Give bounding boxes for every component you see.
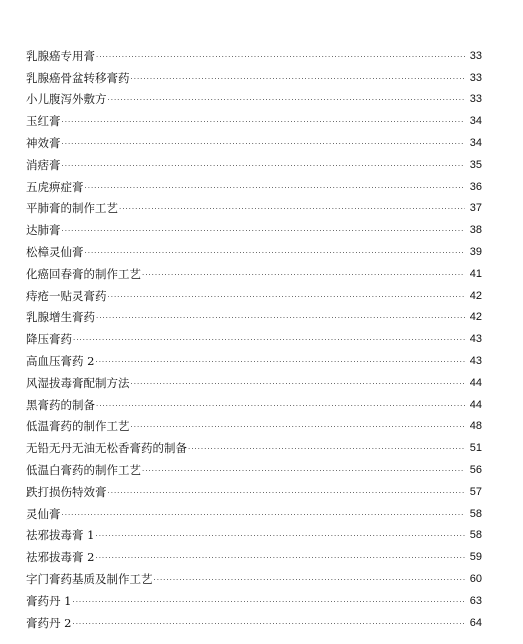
dot-leader: [62, 158, 466, 170]
toc-entry[interactable]: [26, 172, 482, 194]
toc-entry[interactable]: [26, 106, 482, 128]
toc-entry-page: 56: [469, 463, 482, 476]
dot-leader: [108, 485, 466, 497]
dot-leader: [62, 223, 466, 235]
dot-leader: [72, 616, 465, 628]
toc-entry-page: 34: [469, 115, 482, 128]
toc-entry-page: 37: [469, 202, 482, 215]
toc-entry-title: 祛邪拔毒膏 2: [26, 550, 95, 565]
toc-entry-title: 膏药丹 2: [26, 615, 72, 630]
toc-entry-page: 42: [469, 311, 482, 324]
dot-leader: [108, 289, 466, 301]
toc-entry[interactable]: [26, 455, 482, 477]
toc-entry-title: 降压膏药: [26, 332, 72, 347]
toc-entry-title: 高血压膏药 2: [26, 353, 95, 368]
toc-entry[interactable]: [26, 41, 482, 63]
toc-entry-title: 乳腺癌专用膏: [26, 48, 95, 63]
dot-leader: [142, 463, 465, 475]
toc-entry[interactable]: [26, 390, 482, 412]
toc-entry[interactable]: [26, 194, 482, 216]
toc-entry[interactable]: [26, 477, 482, 499]
toc-entry-page: 33: [469, 93, 482, 106]
dot-leader: [96, 49, 465, 61]
toc-entry-page: 59: [469, 551, 482, 564]
toc-entry[interactable]: [26, 542, 482, 564]
toc-entry-page: 43: [469, 354, 482, 367]
toc-entry-page: 64: [469, 616, 482, 629]
toc-entry[interactable]: [26, 368, 482, 390]
dot-leader: [96, 310, 465, 322]
toc-entry-page: 44: [469, 376, 482, 389]
dot-leader: [131, 419, 466, 431]
dot-leader: [62, 507, 466, 519]
toc-entry[interactable]: [26, 521, 482, 543]
toc-entry-title: 低温膏药的制作工艺: [26, 419, 130, 434]
toc-entry-title: 祛邪拔毒膏 1: [26, 528, 95, 543]
toc-entry-title: 松樟灵仙膏: [26, 244, 84, 259]
toc-entry-title: 痔疮一贴灵膏药: [26, 288, 107, 303]
toc-entry[interactable]: [26, 433, 482, 455]
toc-entry[interactable]: [26, 259, 482, 281]
dot-leader: [73, 332, 465, 344]
toc-entry-title: 风湿拔毒膏配制方法: [26, 375, 130, 390]
toc-entry-title: 无铅无丹无油无松香膏药的制备: [26, 441, 187, 456]
toc-entry-title: 黑膏药的制备: [26, 397, 95, 412]
toc-entry-title: 跌打损伤特效膏: [26, 484, 107, 499]
toc-entry-title: 乳腺癌骨盆转移膏药: [26, 70, 130, 85]
toc-entry-page: 42: [469, 289, 482, 302]
toc-entry-page: 39: [469, 245, 482, 258]
dot-leader: [85, 180, 466, 192]
toc-entry[interactable]: [26, 564, 482, 586]
toc-entry-page: 35: [469, 158, 482, 171]
toc-entry[interactable]: [26, 128, 482, 150]
toc-entry-title: 达肺膏: [26, 223, 61, 238]
toc-entry-page: 51: [469, 442, 482, 455]
toc-entry-page: 58: [469, 529, 482, 542]
toc-entry-title: 小儿腹泻外敷方: [26, 92, 107, 107]
dot-leader: [72, 594, 465, 606]
toc-entry[interactable]: [26, 63, 482, 85]
toc-entry-title: 消痞膏: [26, 157, 61, 172]
toc-entry-page: 44: [469, 398, 482, 411]
dot-leader: [62, 136, 466, 148]
toc-entry-title: 玉红膏: [26, 114, 61, 129]
dot-leader: [95, 550, 465, 562]
toc-entry[interactable]: [26, 215, 482, 237]
toc-entry[interactable]: [26, 586, 482, 608]
toc-entry-page: 33: [469, 49, 482, 62]
toc-entry[interactable]: [26, 303, 482, 325]
toc-entry-title: 神效膏: [26, 135, 61, 150]
toc-entry-page: 34: [469, 136, 482, 149]
toc-entry[interactable]: [26, 324, 482, 346]
dot-leader: [131, 71, 466, 83]
toc-entry-page: 43: [469, 333, 482, 346]
toc-entry-title: 低温白膏药的制作工艺: [26, 462, 141, 477]
toc-entry-title: 平肺膏的制作工艺: [26, 201, 118, 216]
toc-entry-title: 字门膏药基质及制作工艺: [26, 571, 153, 586]
dot-leader: [142, 267, 465, 279]
dot-leader: [131, 376, 466, 388]
toc-entry-title: 化癌回春膏的制作工艺: [26, 266, 141, 281]
dot-leader: [62, 114, 466, 126]
toc-entry-title: 乳腺增生膏药: [26, 310, 95, 325]
toc-entry-page: 63: [469, 594, 482, 607]
toc-entry-page: 58: [469, 507, 482, 520]
toc-entry[interactable]: [26, 281, 482, 303]
toc-entry-page: 38: [469, 224, 482, 237]
dot-leader: [119, 201, 465, 213]
toc-entry-page: 41: [469, 267, 482, 280]
toc-entry[interactable]: [26, 150, 482, 172]
dot-leader: [95, 354, 465, 366]
dot-leader: [85, 245, 466, 257]
toc-entry-page: 60: [469, 572, 482, 585]
toc-entry[interactable]: [26, 237, 482, 259]
toc-entry-page: 36: [469, 180, 482, 193]
dot-leader: [188, 441, 465, 453]
toc-entry-title: 五虎痹症膏: [26, 179, 84, 194]
toc-entry-title: 灵仙膏: [26, 506, 61, 521]
toc-entry[interactable]: [26, 608, 482, 630]
dot-leader: [154, 572, 466, 584]
toc-entry[interactable]: [26, 499, 482, 521]
toc-entry-page: 33: [469, 71, 482, 84]
dot-leader: [96, 398, 465, 410]
table-of-contents: [26, 41, 482, 630]
toc-entry[interactable]: [26, 412, 482, 434]
dot-leader: [95, 528, 465, 540]
toc-entry-page: 57: [469, 485, 482, 498]
toc-entry[interactable]: [26, 85, 482, 107]
toc-entry-title: 膏药丹 1: [26, 593, 72, 608]
toc-entry-page: 48: [469, 420, 482, 433]
dot-leader: [108, 92, 466, 104]
toc-entry[interactable]: [26, 346, 482, 368]
